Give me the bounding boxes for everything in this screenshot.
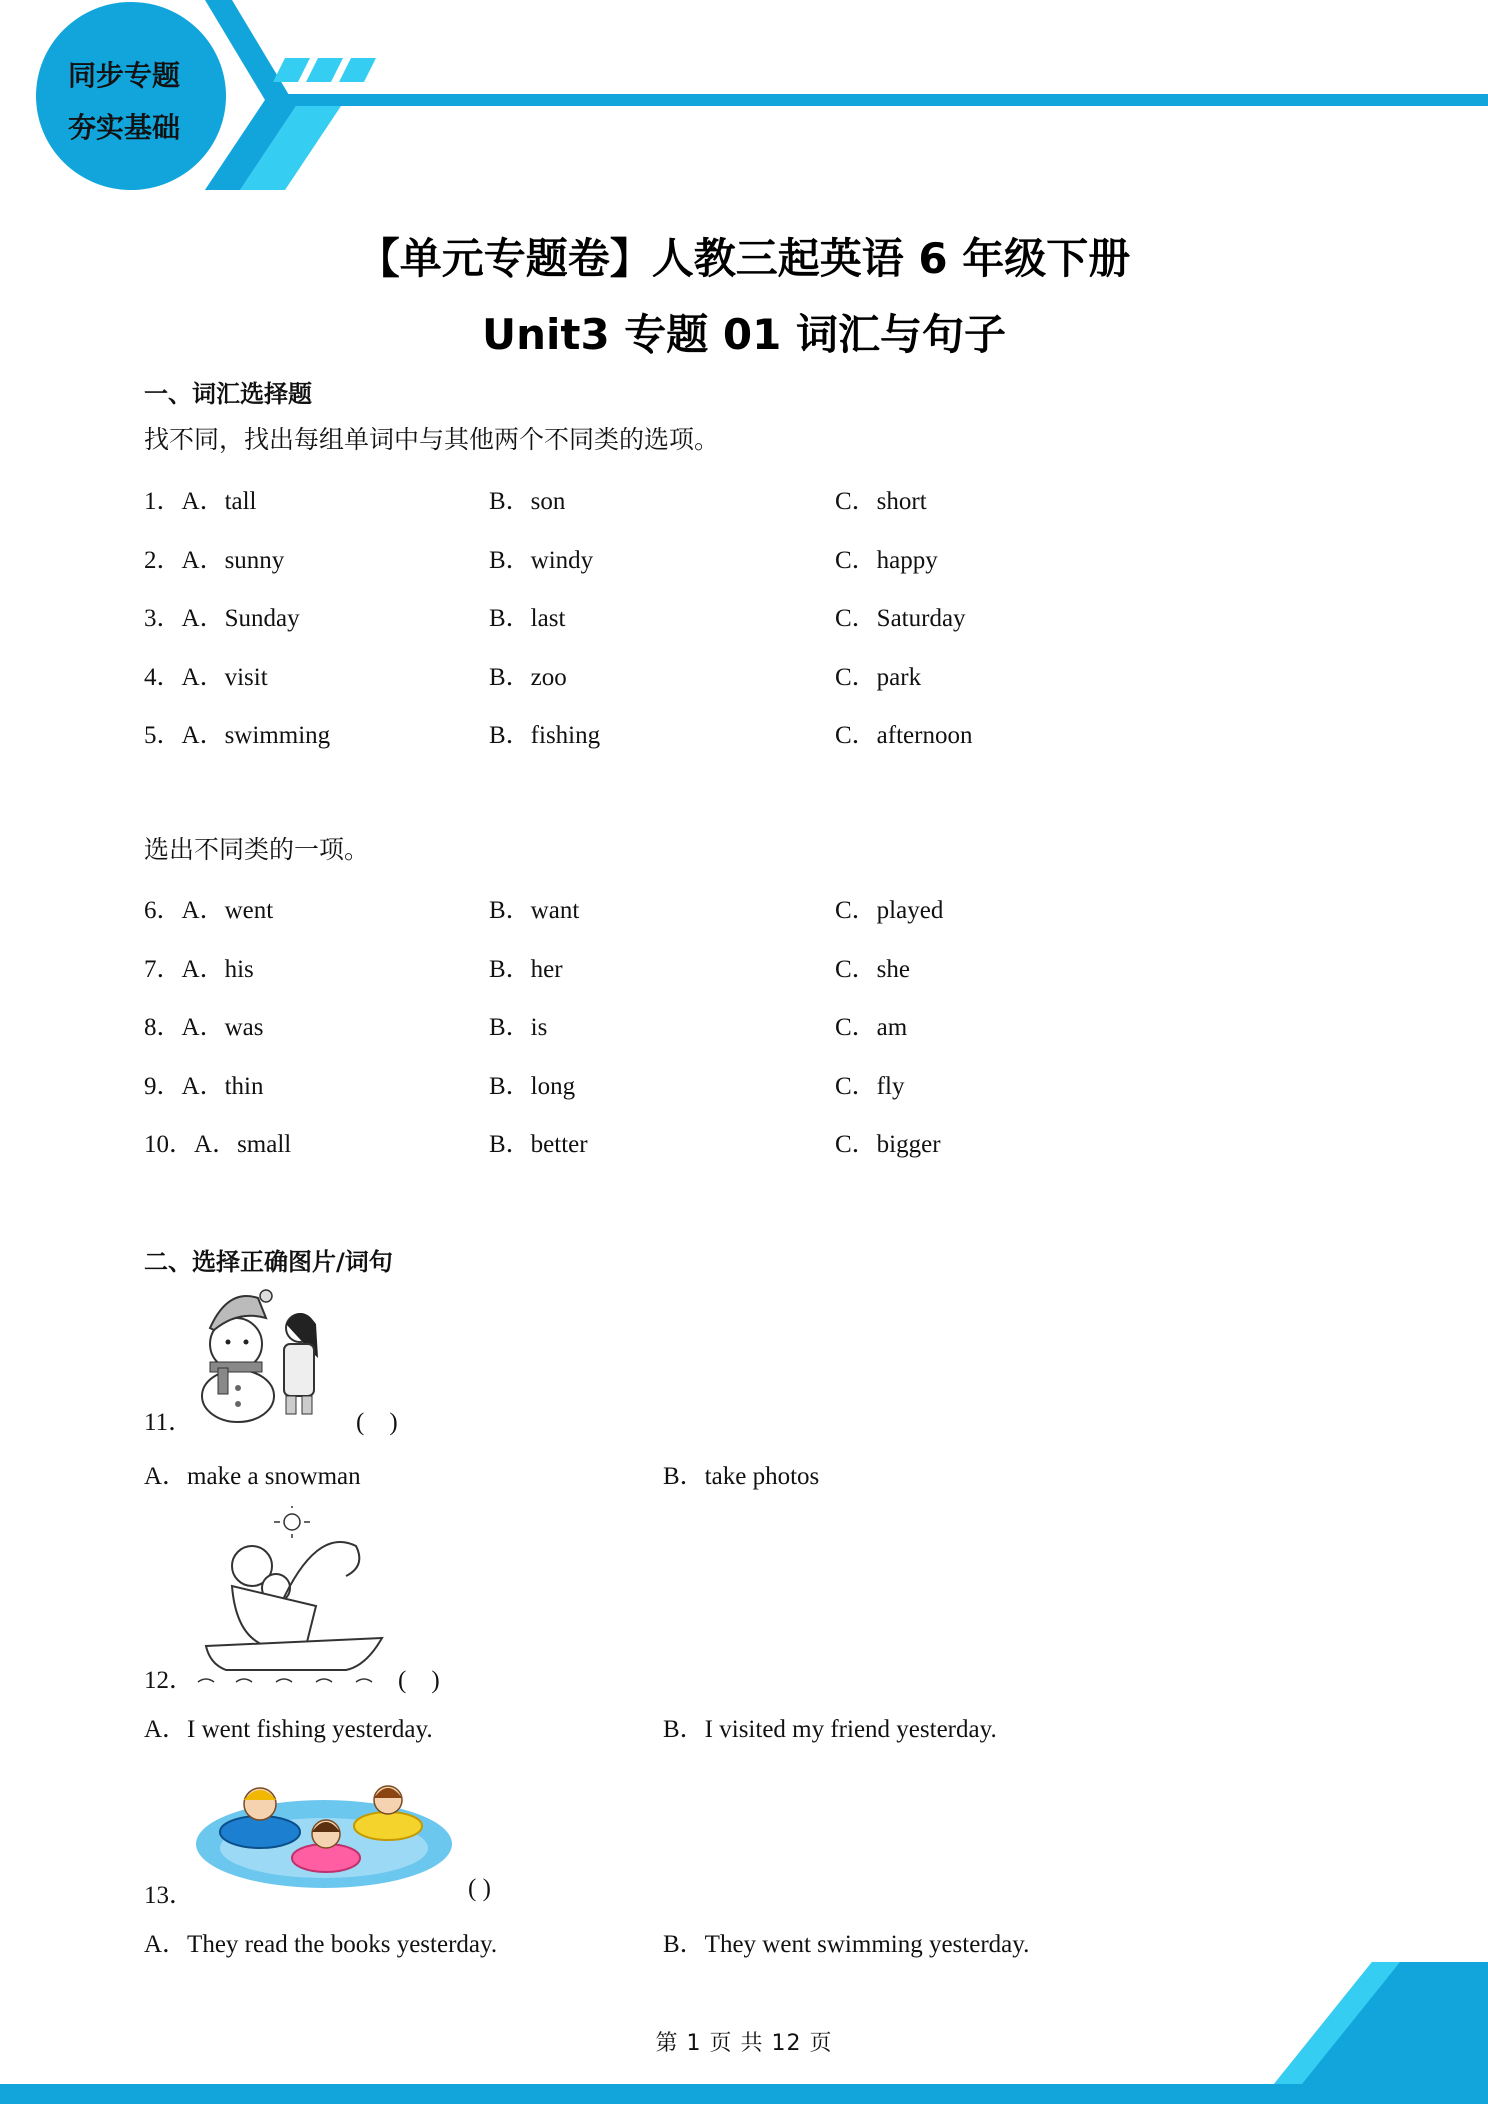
option-c: C．she — [835, 956, 911, 983]
option-b: B．long — [489, 1073, 576, 1100]
option-b: B．take photos — [663, 1463, 820, 1490]
option-a: A．went — [181, 897, 274, 924]
page-number: 第 1 页 共 12 页 — [655, 2031, 833, 2056]
question-number: 5． — [144, 722, 182, 749]
question-number: 1． — [144, 488, 182, 515]
section-1-instruction-2: 选出不同类的一项。 — [144, 837, 370, 864]
question-row — [144, 1124, 1344, 1158]
option-b: B．son — [489, 488, 566, 515]
answer-paren: ( ) — [356, 1409, 398, 1436]
question-12-options — [144, 1709, 1344, 1743]
question-13-options — [144, 1924, 1344, 1958]
section-2-heading: 二、选择正确图片/词句 — [144, 1248, 393, 1276]
question-row — [144, 1066, 1344, 1100]
question-number: 12． — [144, 1667, 195, 1694]
option-a: A．his — [181, 956, 254, 983]
question-13-row — [144, 1875, 1344, 1909]
badge-line-2: 夯实基础 — [67, 111, 180, 144]
question-11-row — [144, 1402, 1344, 1436]
question-row — [144, 1007, 1344, 1041]
option-c: C．afternoon — [835, 722, 973, 749]
question-row — [144, 949, 1344, 983]
fishing-boat-picture — [196, 1506, 392, 1684]
question-11-options — [144, 1456, 1344, 1490]
question-row — [144, 481, 1344, 515]
question-row — [144, 598, 1344, 632]
question-number: 7． — [144, 956, 182, 983]
option-a: A．visit — [181, 664, 268, 691]
option-a: A．small — [194, 1131, 292, 1158]
section-1-heading: 一、词汇选择题 — [144, 380, 312, 408]
badge-line-1: 同步专题 — [67, 59, 180, 92]
option-c: C．Saturday — [835, 605, 966, 632]
option-a: A．They read the books yesterday. — [144, 1931, 498, 1958]
option-b: B．her — [489, 956, 563, 983]
option-b: B．is — [489, 1014, 548, 1041]
option-c: C．short — [835, 488, 927, 515]
question-number: 2． — [144, 547, 182, 574]
question-row — [144, 540, 1344, 574]
question-number: 6． — [144, 897, 182, 924]
question-number: 8． — [144, 1014, 182, 1041]
option-c: C．am — [835, 1014, 908, 1041]
option-b: B．better — [489, 1131, 588, 1158]
footer-bar — [0, 2084, 1488, 2104]
question-row — [144, 715, 1344, 749]
answer-paren: ( ) — [398, 1667, 440, 1694]
option-a: A．Sunday — [181, 605, 300, 632]
option-a: A．sunny — [181, 547, 285, 574]
section-1-instruction-1: 找不同，找出每组单词中与其他两个不同类的选项。 — [144, 427, 720, 454]
question-number: 13． — [144, 1882, 195, 1909]
question-12-row — [144, 1660, 1344, 1694]
answer-paren: ( ) — [468, 1875, 491, 1902]
question-row — [144, 890, 1344, 924]
option-b: B．I visited my friend yesterday. — [663, 1716, 997, 1743]
option-a: A．tall — [181, 488, 257, 515]
footer-decoration — [1260, 1958, 1488, 2088]
question-number: 4． — [144, 664, 182, 691]
question-number: 11． — [144, 1409, 194, 1436]
option-b: B．They went swimming yesterday. — [663, 1931, 1030, 1958]
question-number: 10． — [144, 1131, 195, 1158]
option-a: A．I went fishing yesterday. — [144, 1716, 433, 1743]
option-a: A．was — [181, 1014, 264, 1041]
option-c: C．fly — [835, 1073, 905, 1100]
option-b: B．fishing — [489, 722, 601, 749]
question-number: 9． — [144, 1073, 182, 1100]
page-title-line-2: Unit3 专题 01 词汇与句子 — [481, 310, 1007, 359]
question-row — [144, 657, 1344, 691]
option-c: C．happy — [835, 547, 938, 574]
page-title-line-1: 【单元专题卷】人教三起英语 6 年级下册 — [357, 234, 1131, 283]
option-b: B．last — [489, 605, 566, 632]
option-a: A．thin — [181, 1073, 264, 1100]
option-c: C．park — [835, 664, 922, 691]
option-b: B．windy — [489, 547, 594, 574]
option-b: B．want — [489, 897, 580, 924]
question-number: 3． — [144, 605, 182, 632]
header-decoration — [0, 0, 1488, 200]
option-a: A．swimming — [181, 722, 331, 749]
option-b: B．zoo — [489, 664, 567, 691]
option-a: A．make a snowman — [144, 1463, 361, 1490]
option-c: C．bigger — [835, 1131, 941, 1158]
swimming-kids-picture — [194, 1762, 456, 1892]
option-c: C．played — [835, 897, 944, 924]
